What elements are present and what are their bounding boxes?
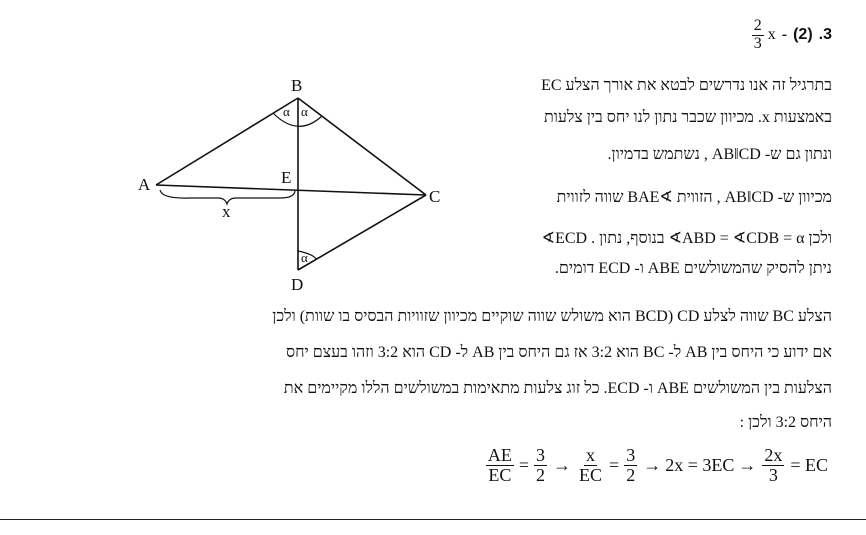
problem-header xyxy=(750,18,832,53)
frac-3-2-b-den: 2 xyxy=(626,464,636,485)
frac-3-2-a xyxy=(534,446,547,485)
para2-line2: אם ידוע כי היחס בין AB ל- BC הוא 3:2 אז גם היחס בין AB ל- CD הוא 3:2 וזהו בעצם יחס xyxy=(285,344,832,361)
frac-ae-ec-num: AE xyxy=(487,445,512,465)
part-label: (2) xyxy=(793,26,813,44)
frac-3-2-b xyxy=(624,446,637,485)
arrow-1: → xyxy=(553,454,572,475)
equals-1: = xyxy=(518,454,530,475)
final-equation xyxy=(484,446,828,485)
segment-cd xyxy=(298,195,426,270)
alpha-b-left: α xyxy=(283,104,290,119)
frac-x-ec-den: EC xyxy=(579,464,603,485)
frac-ae-ec-den: EC xyxy=(488,464,512,485)
header-dash: - xyxy=(781,26,788,44)
alpha-b-right: α xyxy=(301,104,308,119)
answer-denominator: 3 xyxy=(753,34,762,52)
label-e: E xyxy=(281,168,292,187)
para2-line4: היחס 3:2 ולכן : xyxy=(739,414,832,431)
segment-ab xyxy=(156,98,298,185)
para1-line3: ונתון גם ש- AB‖CD , נשתמש בדמיון. xyxy=(607,146,832,163)
bottom-rule xyxy=(0,519,866,520)
arrow-2: → xyxy=(643,454,662,475)
para1-line4: מכיוון ש- AB‖CD , הזווית ∢BAE שווה לזווית xyxy=(556,189,832,206)
frac-2x-3 xyxy=(762,446,784,485)
frac-ae-ec xyxy=(486,446,514,485)
frac-3-2-a-den: 2 xyxy=(536,464,546,485)
geometry-figure xyxy=(130,70,450,295)
problem-number: .3 xyxy=(818,26,832,44)
answer-variable: x xyxy=(767,26,776,44)
label-a: A xyxy=(138,175,151,194)
alpha-d: α xyxy=(301,250,308,265)
answer-numerator: 2 xyxy=(753,17,762,34)
frac-2x-3-den: 3 xyxy=(768,464,778,485)
frac-x-ec xyxy=(577,446,604,485)
para1-line1: בתרגיל זה אנו נדרשים לבטא את אורך הצלע EC xyxy=(541,77,832,94)
frac-3-2-a-num: 3 xyxy=(536,445,546,465)
frac-2x-3-num: 2x xyxy=(764,445,783,465)
para1-line5: ∢ECD . בנוסף, נתון ∢ABD = ∢CDB = α ולכן xyxy=(541,230,832,247)
frac-x-ec-num: x xyxy=(586,445,596,465)
arrow-3: → xyxy=(738,454,757,475)
para1-line6: ניתן להסיק שהמשולשים ABE ו- ECD דומים. xyxy=(554,260,832,277)
segment-bc xyxy=(298,98,426,195)
label-x: x xyxy=(222,202,231,221)
answer-fraction xyxy=(752,18,764,53)
frac-3-2-b-num: 3 xyxy=(626,445,636,465)
label-c: C xyxy=(429,187,441,206)
label-b: B xyxy=(291,76,303,95)
equation-end: = EC xyxy=(790,454,828,475)
equals-2: = xyxy=(609,454,620,475)
equation-middle: 2x = 3EC xyxy=(665,454,735,475)
para1-line2: באמצעות x. מכיוון שכבר נתון לנו יחס בין צלעות xyxy=(543,109,832,126)
para2-line1: הצלע BC שווה לצלע CD (BCD הוא משולש שווה שוקיים מכיוון שזוויות הבסיס בו שוות) ולכן xyxy=(272,308,832,325)
para2-line3: הצלעות בין המשולשים ABE ו- ECD. כל זוג צלעות מתאימות במשולשים הללו מקיימים את xyxy=(283,380,832,397)
label-d: D xyxy=(291,275,304,294)
